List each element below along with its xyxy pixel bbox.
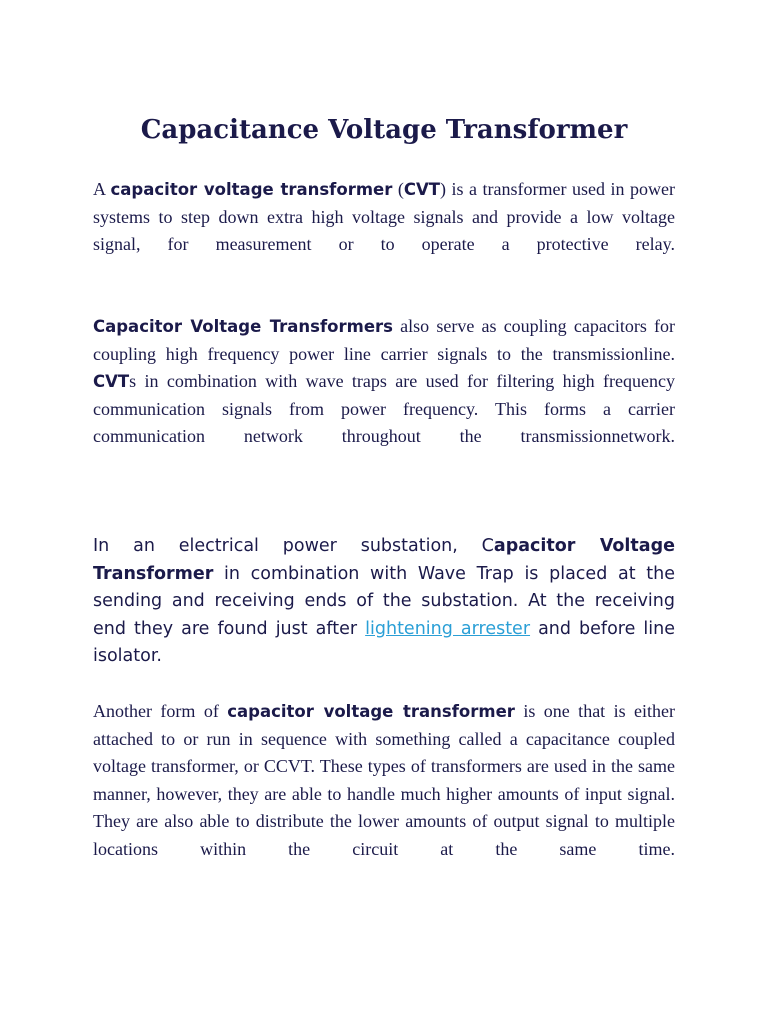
lightening-arrester-link[interactable]: lightening arrester [365,618,531,639]
text-run: s in combination with wave traps are used for filtering high frequency communication signals from power frequency. This forms a carrier communication network throughout the transmissionnetwork. [93,371,675,446]
paragraph-substation [93,533,675,671]
paragraph-coupling-capacitors [93,313,675,451]
text-run: A [93,179,111,199]
bold-term-capacitor-voltage-transformer: apacitor Voltage Transformer [93,536,676,584]
text-run: also serve as coupling capacitors for coupling high frequency power line carrier signals to the transmissionline. [93,316,675,364]
text-run: Another form of [93,701,228,721]
bold-term-cvt: CVT [93,372,130,391]
text-run: is one that is either attached to or run in sequence with something called a capacitance coupled voltage transformer, or CCVT. These types of transformers are used in the same manner, however, they are able to handle much higher amounts of input signal. They are also able to distribute the lower amounts of output signal to multiple locations within the circuit at the same time. [93,701,676,859]
bold-term-capacitor-voltage-transformers: Capacitor Voltage Transformers [93,317,393,336]
text-run: In an electrical power substation, C [93,536,494,556]
text-run: ) is a transformer used in power systems to step down extra high voltage signals and provide a low voltage signal, for measurement or to operate a protective relay. [93,179,675,254]
document-title: Capacitance Voltage Transformer [140,115,628,145]
text-run: and before line isolator. [93,618,676,666]
bold-term-capacitor-voltage-transformer: capacitor voltage transformer [227,702,515,721]
paragraph-line [93,368,675,451]
bold-term-capacitor-voltage-transformer: capacitor voltage transformer [110,180,393,199]
bold-term-cvt: CVT [403,180,441,199]
paragraph-cvt-definition [93,176,675,259]
text-run: in combination with Wave Trap is placed at the sending and receiving ends of the substation. At the receiving end they are found just after [93,563,675,639]
text-run: ( [392,179,404,199]
paragraph-line [93,313,675,368]
paragraph-ccvt [93,698,675,863]
